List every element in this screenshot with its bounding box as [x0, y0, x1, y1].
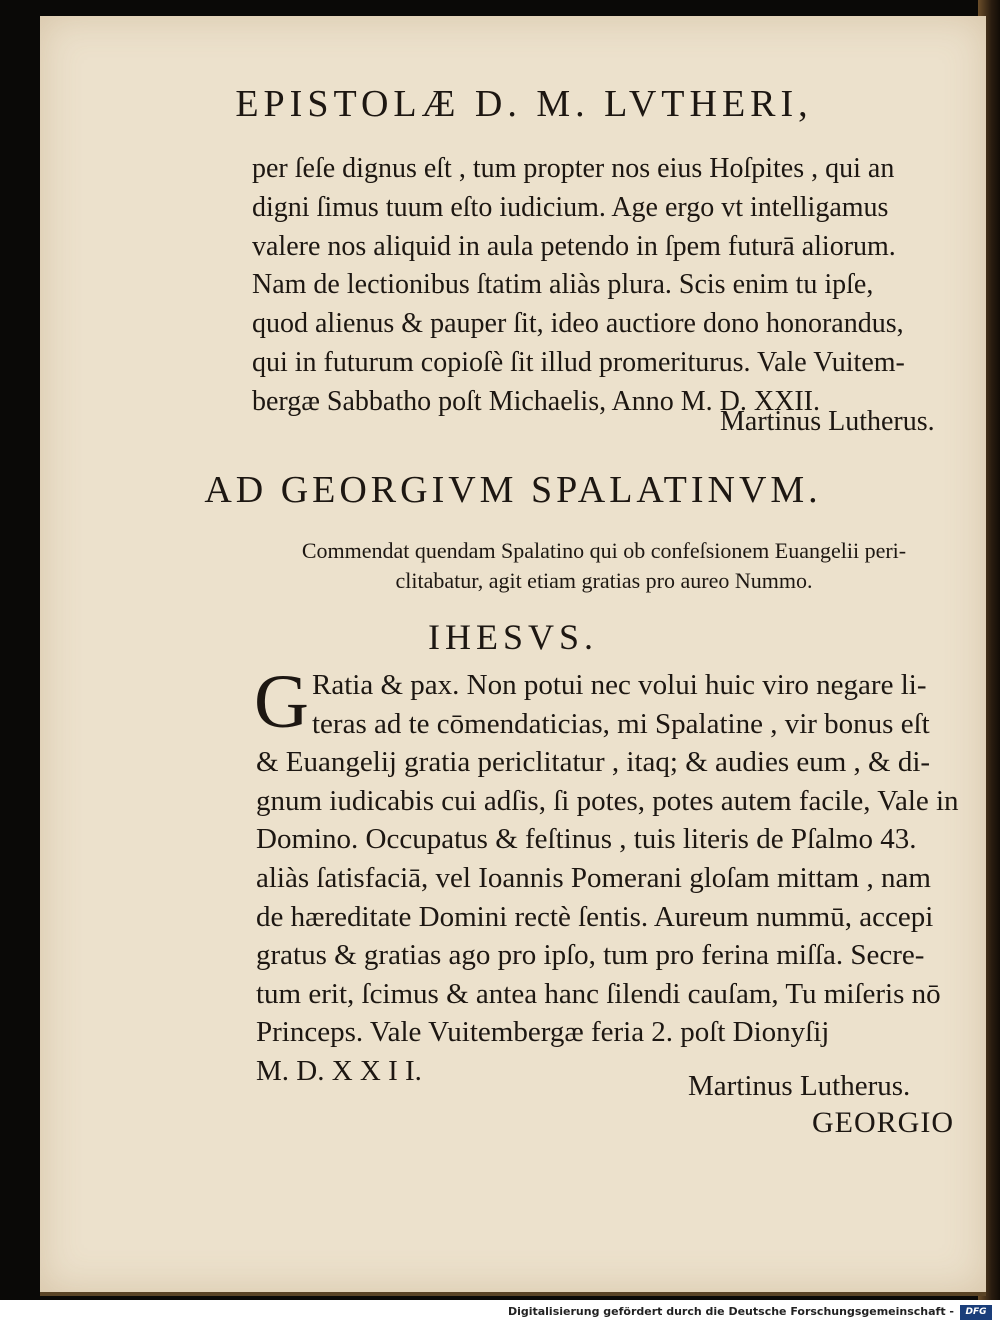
text-line: & Euangelij gratia periclitatur , itaq; & audies eum , & di-: [256, 746, 931, 779]
text-line: teras ad te cōmendaticias, mi Spalatine , vir bonus eſt: [312, 707, 930, 740]
text-line: Princeps. Vale Vuitembergæ feria 2. poſt Dionyſij: [256, 1016, 830, 1049]
text-line: Ratia & pax. Non potui nec volui huic viro negare li-: [312, 669, 927, 701]
letter-heading: AD GEORGIVM SPALATINVM.: [204, 469, 822, 511]
letter-1-body: [252, 150, 960, 422]
book-page: [40, 16, 986, 1292]
text-line: gratus & gratias ago pro ipſo, tum pro ferina miſſa. Secre-: [256, 939, 925, 972]
text-line: M. D. X X I I.: [256, 1054, 422, 1087]
summary-line: clitabatur, agit etiam gratias pro aureo Nummo.: [395, 568, 813, 593]
text-line: qui in futurum copioſè ſit illud promeriturus. Vale Vuitem-: [252, 346, 905, 378]
text-line: aliàs ſatisfaciā, vel Ioannis Pomerani gloſam mittam , nam: [256, 861, 931, 894]
dfg-logo-icon: DFG: [960, 1305, 992, 1320]
text-line: tum erit, ſcimus & antea hanc ſilendi cauſam, Tu miſeris nō: [256, 977, 941, 1010]
letter-summary: [254, 536, 954, 596]
text-line: valere nos aliquid in aula petendo in ſpem futurā aliorum.: [252, 230, 896, 262]
text-line: bergæ Sabbatho poſt Michaelis, Anno M. D. XXII.: [252, 385, 820, 417]
funding-credit: Digitalisierung gefördert durch die Deutsche Forschungsgemeinschaft -: [507, 1305, 954, 1318]
text-line: per ſeſe dignus eſt , tum propter nos eius Hoſpites , qui an: [252, 153, 895, 184]
text-line: de hæreditate Domini rectè ſentis. Aureum nummū, accepi: [256, 900, 934, 933]
text-line: Nam de lectionibus ſtatim aliàs plura. Scis enim tu ipſe,: [252, 269, 874, 301]
running-head: EPISTOLÆ D. M. LVTHERI,: [235, 83, 813, 125]
text-line: quod alienus & pauper ſit, ideo auctiore dono honorandus,: [252, 308, 904, 340]
footer-banner: [0, 1300, 1000, 1326]
letter-1-signature: Martinus Lutherus.: [720, 406, 935, 437]
summary-line: Commendat quendam Spalatino qui ob confeſsionem Euangelii peri-: [301, 538, 907, 563]
drop-cap: G: [254, 660, 309, 744]
letter-2-signature: Martinus Lutherus.: [688, 1070, 911, 1102]
catchword: GEORGIO: [812, 1106, 954, 1139]
text-line: digni ſimus tuum eſto iudicium. Age ergo vt intelligamus: [252, 191, 889, 223]
invocation-ihesus: IHESVS.: [427, 617, 599, 657]
text-line: Domino. Occupatus & feſtinus , tuis literis de Pſalmo 43.: [256, 823, 917, 856]
letter-2-body: [254, 660, 968, 1091]
page-edge: [40, 1292, 986, 1296]
text-line: gnum iudicabis cui adſis, ſi potes, potes autem facile, Vale in: [256, 784, 959, 817]
